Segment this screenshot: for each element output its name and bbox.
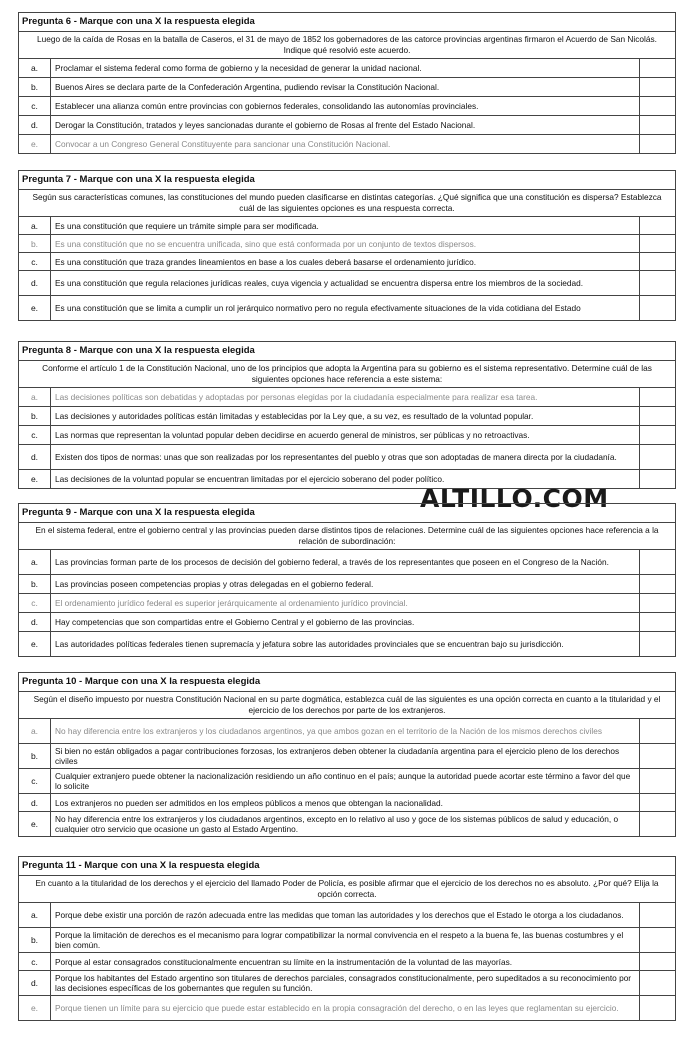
option-letter: a. <box>19 59 51 77</box>
option-text: Es una constitución que traza grandes lineamientos en base a los cuales deberá basarse el ordenamiento jurídico. <box>55 256 477 267</box>
answer-box[interactable] <box>639 426 675 444</box>
answer-box[interactable] <box>639 296 675 320</box>
answer-box[interactable] <box>639 550 675 574</box>
question-stem: Según sus características comunes, las constituciones del mundo pueden clasificarse en distintas categorías. ¿Qué significa que una constitución es dispersa? Establezca cuál de las siguientes opciones es una respuesta correcta. <box>19 190 675 217</box>
option-text: Hay competencias que son compartidas entre el Gobierno Central y el gobierno de las provincias. <box>55 617 415 627</box>
option-text: Buenos Aires se declara parte de la Confederación Argentina, pudiendo revisar la Constitución Nacional. <box>55 82 440 92</box>
answer-box[interactable] <box>639 59 675 77</box>
question-block-8 <box>18 341 676 489</box>
question-block-7 <box>18 170 676 321</box>
option-text: Derogar la Constitución, tratados y leyes sancionadas durante el gobierno de Rosas al frente del Estado Nacional. <box>55 120 476 130</box>
option-text: Si bien no están obligados a pagar contribuciones forzosas, los extranjeros deben obtener la ciudadanía argentina para el ejercicio pleno de los derechos civiles <box>55 746 620 766</box>
option-letter: b. <box>19 575 51 593</box>
question-stem: En el sistema federal, entre el gobierno central y las provincias pueden darse distintos tipos de relaciones. Determine cuál de las siguientes opciones hace referencia a la relación de subordinación: <box>19 523 675 550</box>
option-text: Es una constitución que no se encuentra unificada, sino que está conformada por un conjunto de textos dispersos. <box>55 238 477 249</box>
answer-box[interactable] <box>639 445 675 469</box>
option-text: Las normas que representan la voluntad popular deben decidirse en acuerdo general de ministros, ser públicas y no retroactivas. <box>55 430 530 440</box>
option-letter: b. <box>19 744 51 768</box>
option-text: Existen dos tipos de normas: unas que son realizadas por los representantes del pueblo y otras que son adoptadas de manera directa por la ciudadanía. <box>55 452 617 462</box>
option-letter: c. <box>19 594 51 612</box>
option-text: Cualquier extranjero puede obtener la nacionalización residiendo un año continuo en el país; aunque la autoridad puede acortar este término a favor del que lo solicite <box>55 771 631 791</box>
option-letter: e. <box>19 135 51 153</box>
answer-box[interactable] <box>639 271 675 295</box>
answer-box[interactable] <box>639 78 675 96</box>
option-letter: d. <box>19 271 51 295</box>
option-text: Porque la limitación de derechos es el mecanismo para lograr compatibilizar la normal convivencia en el respeto a la buena fe, las buenas costumbres y el bien común. <box>55 930 624 950</box>
option-letter: e. <box>19 632 51 656</box>
option-text: Porque debe existir una porción de razón adecuada entre las medidas que toman las autoridades y los derechos que el Estado le otorga a los ciudadanos. <box>55 910 624 920</box>
question-title: Pregunta 6 - Marque con una X la respuesta elegida <box>19 13 675 32</box>
answer-box[interactable] <box>639 97 675 115</box>
option-text: Los extranjeros no pueden ser admitidos en los empleos públicos a menos que obtengan la nacionalidad. <box>55 797 443 808</box>
option-letter: c. <box>19 769 51 793</box>
question-title: Pregunta 11 - Marque con una X la respuesta elegida <box>19 857 675 876</box>
option-letter: b. <box>19 78 51 96</box>
answer-box[interactable] <box>639 719 675 743</box>
option-text: Es una constitución que se limita a cumplir un rol jerárquico normativo pero no regula efectivamente situaciones de la vida cotidiana del Estado <box>55 303 581 313</box>
option-letter: e. <box>19 470 51 488</box>
answer-box[interactable] <box>639 812 675 836</box>
option-text: Es una constitución que regula relaciones jurídicas reales, cuya vigencia y actualidad se encuentra dispersa entre los miembros de la sociedad. <box>55 278 584 288</box>
option-letter: e. <box>19 996 51 1020</box>
option-letter: c. <box>19 953 51 970</box>
option-letter: b. <box>19 235 51 252</box>
answer-box[interactable] <box>639 928 675 952</box>
question-stem: En cuanto a la titularidad de los derechos y el ejercicio del llamado Poder de Policía, es posible afirmar que el ejercicio de los derechos no es absoluto. ¿Por qué? Elija la opción correcta. <box>19 876 675 903</box>
question-title: Pregunta 10 - Marque con una X la respuesta elegida <box>19 673 675 692</box>
answer-box[interactable] <box>639 217 675 234</box>
question-block-11 <box>18 856 676 1021</box>
question-stem: Luego de la caída de Rosas en la batalla de Caseros, el 31 de mayo de 1852 los gobernadores de las catorce provincias argentinas firmaron el Acuerdo de San Nicolás. Indique qué resolvió este acuerdo. <box>19 32 675 59</box>
option-letter: d. <box>19 971 51 995</box>
answer-box[interactable] <box>639 903 675 927</box>
option-letter: c. <box>19 426 51 444</box>
answer-box[interactable] <box>639 388 675 406</box>
answer-box[interactable] <box>639 575 675 593</box>
answer-box[interactable] <box>639 470 675 488</box>
option-letter: d. <box>19 116 51 134</box>
question-block-9 <box>18 503 676 657</box>
question-block-10 <box>18 672 676 837</box>
answer-box[interactable] <box>639 996 675 1020</box>
question-block-6 <box>18 12 676 154</box>
question-title: Pregunta 8 - Marque con una X la respuesta elegida <box>19 342 675 361</box>
option-text: Las provincias poseen competencias propias y otras delegadas en el gobierno federal. <box>55 579 374 589</box>
option-text: No hay diferencia entre los extranjeros y los ciudadanos argentinos, excepto en lo relativo al uso y goce de los sistemas públicos de salud y educación, o cualquier otro servicio que ocasione un gasto al Estado Argentino. <box>55 814 619 834</box>
option-text: Las autoridades políticas federales tienen supremacía y jefatura sobre las autoridades provinciales que se encuentran bajo su jurisdicción. <box>55 639 564 649</box>
answer-box[interactable] <box>639 971 675 995</box>
option-text: No hay diferencia entre los extranjeros y los ciudadanos argentinos, ya que ambos gozan en el territorio de la Nación de los mismos derechos civiles <box>55 726 602 736</box>
option-letter: d. <box>19 445 51 469</box>
option-letter: d. <box>19 613 51 631</box>
option-letter: b. <box>19 928 51 952</box>
answer-box[interactable] <box>639 116 675 134</box>
option-text: Las decisiones y autoridades políticas están limitadas y establecidas por la Ley que, a su vez, es resultado de la voluntad popular. <box>55 411 534 421</box>
option-letter: b. <box>19 407 51 425</box>
answer-box[interactable] <box>639 594 675 612</box>
option-text: Convocar a un Congreso General Constituyente para sancionar una Constitución Nacional. <box>55 139 391 149</box>
option-letter: a. <box>19 550 51 574</box>
question-title: Pregunta 7 - Marque con una X la respuesta elegida <box>19 171 675 190</box>
answer-box[interactable] <box>639 744 675 768</box>
answer-box[interactable] <box>639 135 675 153</box>
option-text: Porque al estar consagrados constitucionalmente encuentran su límite en la instrumentación de la voluntad de las mayorías. <box>55 956 513 967</box>
option-text: El ordenamiento jurídico federal es superior jerárquicamente al ordenamiento jurídico provincial. <box>55 598 408 608</box>
option-letter: c. <box>19 97 51 115</box>
answer-box[interactable] <box>639 253 675 270</box>
option-letter: a. <box>19 903 51 927</box>
answer-box[interactable] <box>639 953 675 970</box>
option-letter: a. <box>19 388 51 406</box>
option-letter: a. <box>19 719 51 743</box>
option-text: Porque los habitantes del Estado argentino son titulares de derechos parciales, consagrados constitucionalmente, pero supeditados a su reconocimiento por las decisiones específicas de los gobernantes que regulen su función. <box>55 973 632 993</box>
option-text: Establecer una alianza común entre provincias con gobiernos federales, consolidando las autonomías provinciales. <box>55 101 479 111</box>
option-text: Las provincias forman parte de los procesos de decisión del gobierno federal, a través de los representantes que poseen en el Congreso de la Nación. <box>55 557 609 567</box>
option-text: Proclamar el sistema federal como forma de gobierno y la necesidad de generar la unidad nacional. <box>55 63 422 73</box>
option-letter: e. <box>19 296 51 320</box>
option-text: Las decisiones políticas son debatidas y adoptadas por personas elegidas por la ciudadanía especialmente para realizar esa tarea. <box>55 392 538 402</box>
option-text: Es una constitución que requiere un trámite simple para ser modificada. <box>55 220 319 231</box>
option-letter: e. <box>19 812 51 836</box>
option-letter: d. <box>19 794 51 811</box>
option-letter: c. <box>19 253 51 270</box>
question-stem: Conforme el artículo 1 de la Constitución Nacional, uno de los principios que adopta la Argentina para su gobierno es el sistema representativo. Determine cuál de las siguientes opciones hace referencia a este sistema: <box>19 361 675 388</box>
answer-box[interactable] <box>639 794 675 811</box>
answer-box[interactable] <box>639 235 675 252</box>
option-letter: a. <box>19 217 51 234</box>
option-text: Porque tienen un límite para su ejercicio que puede estar establecido en la propia consagración del derecho, o en las leyes que reglamentan su ejercicio. <box>55 1003 619 1013</box>
question-stem: Según el diseño impuesto por nuestra Constitución Nacional en su parte dogmática, establezca cuál de las siguientes es una opción correcta en cuanto a la titularidad y el ejercicio de los derechos por parte de los extranjeros. <box>19 692 675 719</box>
watermark-logo: ALTILLO.COM <box>420 484 609 513</box>
answer-box[interactable] <box>639 632 675 656</box>
option-text: Las decisiones de la voluntad popular se encuentran limitadas por el ejercicio soberano del poder político. <box>55 474 445 484</box>
answer-box[interactable] <box>639 613 675 631</box>
answer-box[interactable] <box>639 407 675 425</box>
answer-box[interactable] <box>639 769 675 793</box>
question-title: Pregunta 9 - Marque con una X la respuesta elegida <box>19 504 675 523</box>
